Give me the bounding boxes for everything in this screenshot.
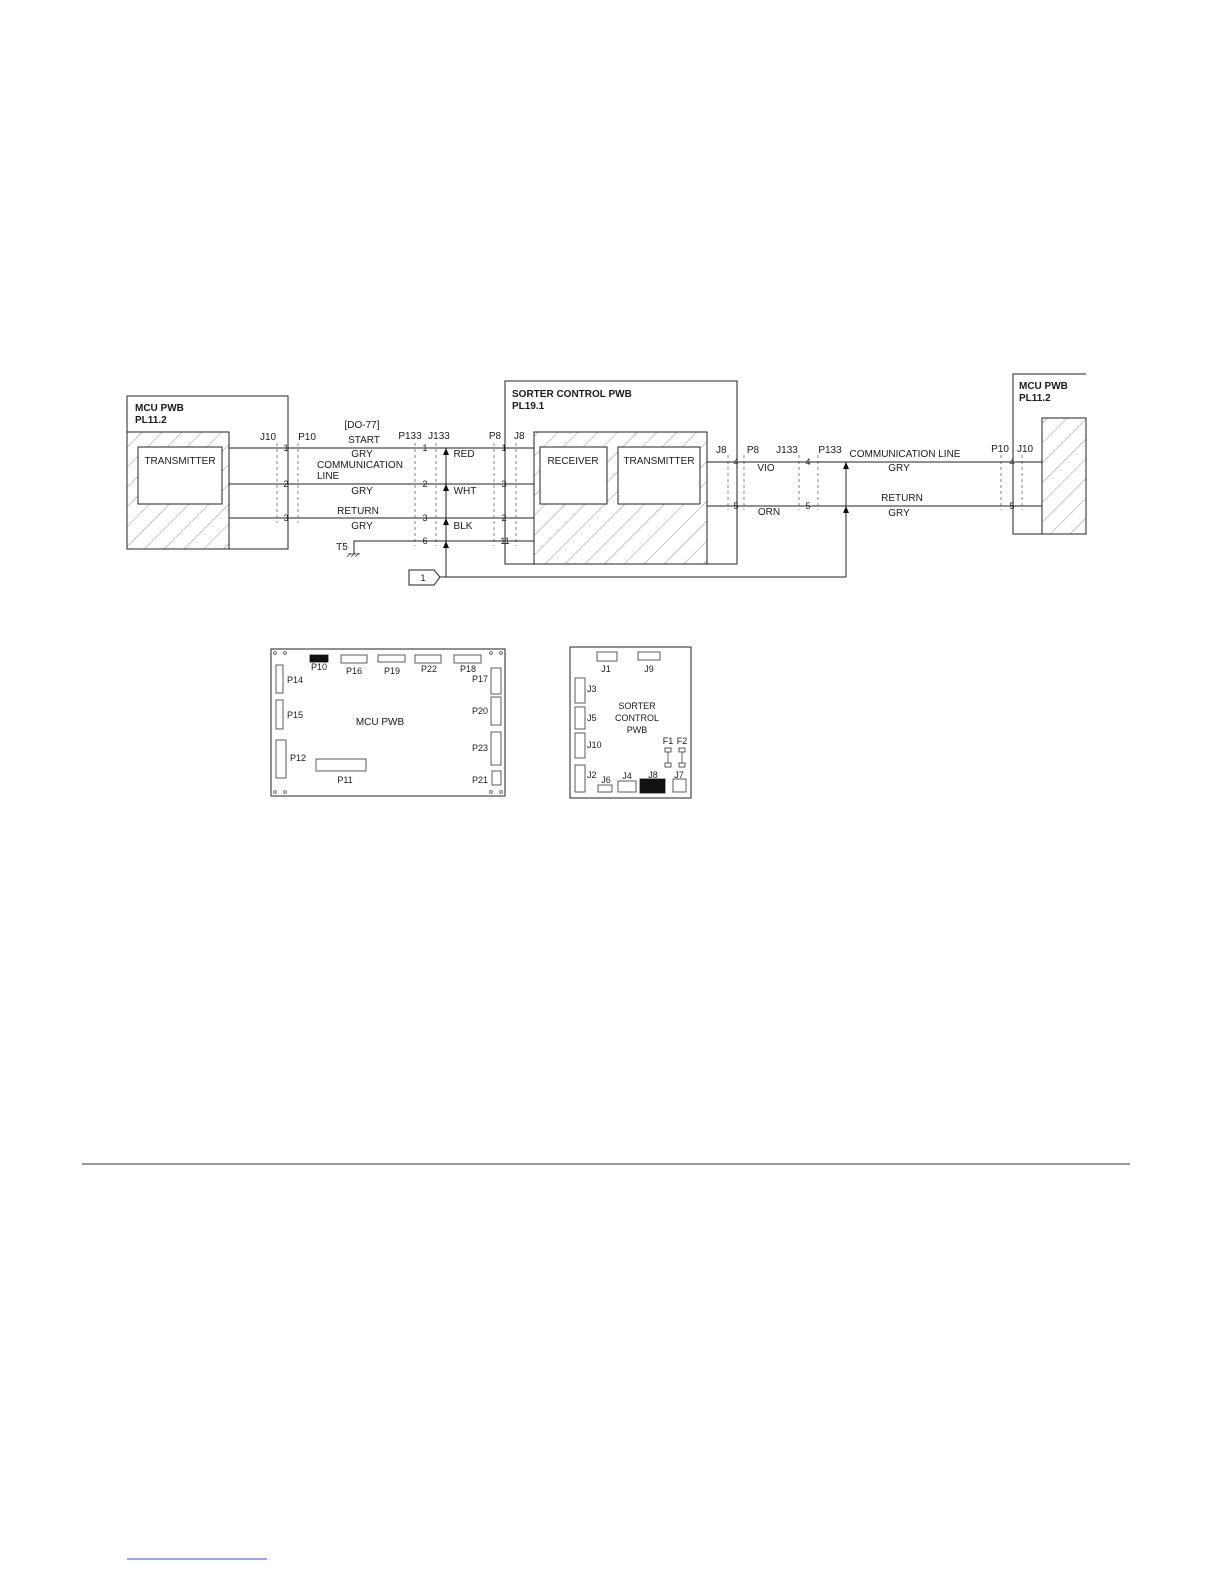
sorter-j8-out-label: J8	[716, 445, 727, 456]
ground-pin-to: 11	[500, 536, 510, 546]
right-wire2-label-bottom: GRY	[888, 508, 910, 519]
sorter-connector: F1	[662, 736, 674, 746]
receiver-label: RECEIVER	[547, 456, 599, 467]
sorter-connector: F2	[676, 736, 688, 746]
right-board-part: PL11.2	[1019, 393, 1051, 404]
arrow-icon	[843, 462, 849, 469]
left-wire1-pin-to: 1	[501, 443, 507, 453]
left-wire2-pin-mid: 2	[422, 479, 428, 489]
left-wire2-label-top: COMMUNICATION	[317, 460, 403, 471]
sorter-layout-title-3: PWB	[626, 725, 648, 735]
left-wire2-color: WHT	[453, 486, 477, 497]
left-board-title: MCU PWB	[135, 403, 184, 414]
left-p133-label: P133	[398, 431, 422, 442]
right-harness	[707, 444, 1042, 577]
left-wire2-pin-from: 2	[283, 479, 289, 489]
right-p133-label: P133	[818, 445, 842, 456]
right-mcu-board	[1013, 374, 1086, 534]
right-wire1-label-top: COMMUNICATION LINE	[849, 449, 961, 460]
sorter-connector: J6	[601, 775, 611, 785]
sorter-connector: J8	[648, 770, 658, 780]
sorter-connector: J10	[587, 740, 602, 750]
mcu-connector: P22	[420, 664, 438, 674]
sorter-pwb-layout	[570, 647, 691, 798]
right-j133-label: J133	[776, 445, 798, 456]
sorter-connector: J1	[601, 664, 611, 674]
mcu-connector: P20	[471, 706, 488, 716]
ground-icon	[347, 553, 360, 557]
left-j10-label: J10	[259, 432, 277, 443]
mcu-connector: P18	[459, 664, 477, 674]
right-j10-label: J10	[1017, 444, 1034, 455]
arrow-icon	[443, 448, 449, 455]
mcu-connector: P19	[383, 666, 401, 676]
sorter-connector: J4	[622, 771, 632, 781]
arrow-icon	[443, 518, 449, 525]
right-wire2-label-top: RETURN	[881, 493, 923, 504]
left-wire3-pin-to: 2	[501, 513, 507, 523]
left-wire2-pin-to: 3	[501, 479, 507, 489]
arrow-icon	[443, 484, 449, 491]
ground-pin-mid: 6	[422, 536, 428, 546]
right-p10-label: P10	[991, 444, 1009, 455]
right-wire1-label-bottom: GRY	[888, 463, 910, 474]
sorter-j8-in-label: J8	[514, 431, 525, 442]
mcu-connector: P16	[345, 666, 363, 676]
mcu-connector: P17	[471, 674, 488, 684]
sorter-connector: J3	[587, 684, 597, 694]
mcu-connector: P15	[287, 710, 304, 720]
mcu-layout-title: MCU PWB	[355, 717, 405, 728]
flag-label: 1	[420, 573, 426, 583]
right-wire1-pin-end: 4	[1009, 457, 1015, 467]
right-wire2-pin-j133: 5	[805, 501, 811, 511]
left-wire1-pin-mid: 1	[422, 443, 428, 453]
flag-connector	[409, 570, 846, 585]
right-p8-label: P8	[746, 445, 760, 456]
right-wire1-color: VIO	[757, 463, 775, 474]
arrow-icon	[443, 541, 449, 548]
left-board-part: PL11.2	[135, 415, 167, 426]
reference-label: [DO-77]	[344, 420, 380, 431]
mcu-connector: P21	[471, 775, 488, 785]
mcu-connector: P12	[290, 753, 307, 763]
left-transmitter-label: TRANSMITTER	[144, 456, 216, 467]
right-wire1-pin-j8: 4	[733, 457, 739, 467]
right-board-title: MCU PWB	[1019, 381, 1068, 392]
sorter-transmitter-label: TRANSMITTER	[623, 456, 695, 467]
arrow-icon	[843, 506, 849, 513]
sorter-board-title: SORTER CONTROL PWB	[512, 389, 632, 400]
left-p8-label: P8	[488, 431, 502, 442]
left-wire2-label-top2: LINE	[317, 471, 340, 482]
mcu-connector: P14	[287, 675, 304, 685]
left-wire3-color: BLK	[453, 521, 473, 532]
sorter-board-part: PL19.1	[512, 401, 545, 412]
left-mcu-board	[127, 396, 288, 549]
ground-label: T5	[336, 542, 348, 553]
mcu-pwb-layout	[271, 649, 505, 796]
sorter-control-board	[505, 381, 737, 564]
left-wire1-pin-from: 1	[283, 443, 289, 453]
sorter-layout-title-2: CONTROL	[614, 713, 660, 723]
mcu-connector: P11	[337, 775, 353, 785]
mcu-connector: P23	[471, 743, 488, 753]
sorter-connector: J9	[644, 664, 654, 674]
right-wire2-pin-j8: 5	[733, 501, 739, 511]
right-wire2-pin-end: 5	[1009, 501, 1015, 511]
mcu-connector: P10	[310, 662, 328, 672]
sorter-layout-title-1: SORTER	[618, 701, 656, 711]
left-wire3-pin-mid: 3	[422, 513, 428, 523]
sorter-connector: J2	[587, 770, 597, 780]
left-wire3-label-bottom: GRY	[351, 521, 373, 532]
left-wire1-color: RED	[453, 449, 475, 460]
left-p10-label: P10	[298, 432, 316, 443]
left-wire1-label-top: START	[348, 435, 380, 446]
sorter-connector: J7	[674, 770, 684, 780]
left-wire1-label-bottom: GRY	[351, 449, 373, 460]
left-j133-label: J133	[428, 431, 450, 442]
sorter-connector: J5	[587, 713, 597, 723]
left-wire2-label-bottom: GRY	[351, 486, 373, 497]
right-wire1-pin-j133: 4	[805, 457, 811, 467]
left-wire3-label-top: RETURN	[337, 506, 379, 517]
right-wire2-color: ORN	[757, 507, 781, 518]
left-wire3-pin-from: 3	[283, 513, 289, 523]
